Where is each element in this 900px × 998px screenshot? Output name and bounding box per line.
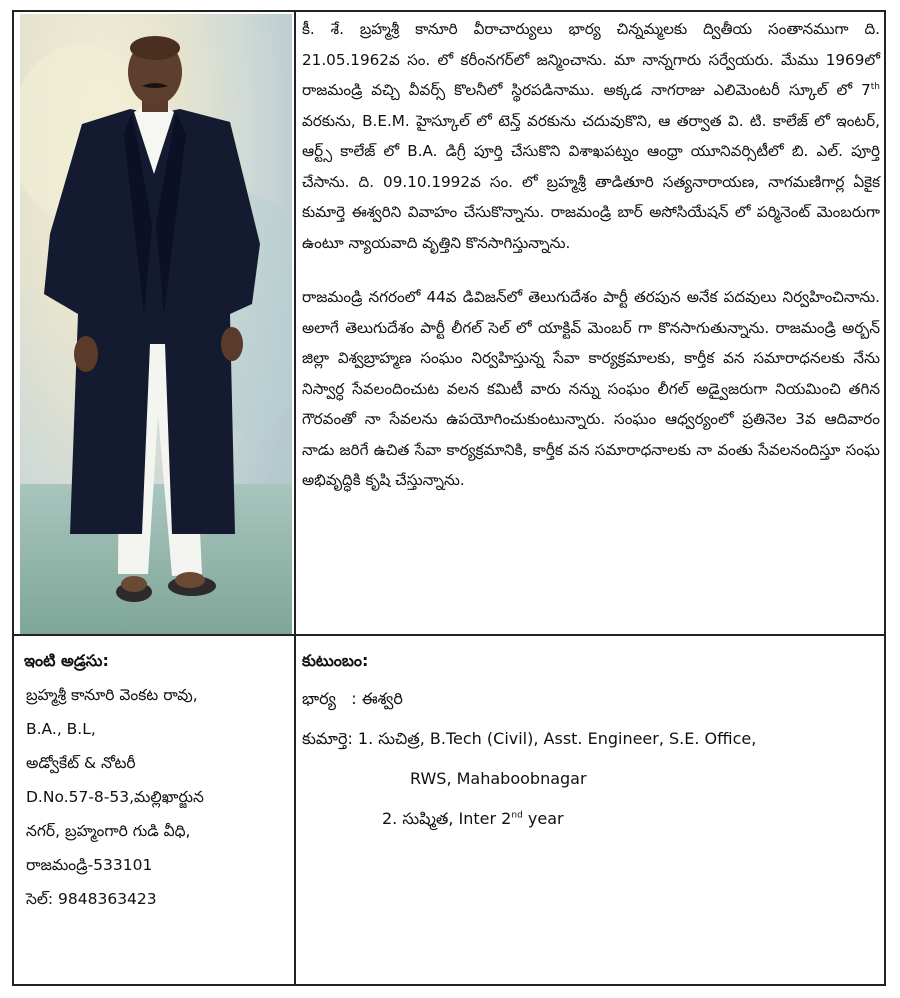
address-heading: ఇంటి అడ్రసు: — [24, 651, 109, 670]
family-heading: కుటుంబం: — [302, 651, 369, 670]
daughter-1-line-2: RWS, Mahaboobnagar — [410, 769, 587, 788]
wife-row — [302, 682, 880, 716]
bio-paragraph-2: రాజమండ్రి నగరంలో 44వ డివిజన్‌లో తెలుగుదేశం పార్టీ తరపున అనేక పదవులు నిర్వహించినాను. అలాగే తెలుగుదేశం పార్టీ లీగల్ సెల్ లో యాక్టివ్ మెంబర్ గా కొనసాగుతున్నాను. రాజమండ్రి అర్బన్ జిల్లా విశ్వబ్రాహ్మణ సంఘం నిర్వహిస్తున్న సేవా కార్యక్రమాలకు, కార్తీక వన సమారాధనలకు నేను నిస్వార్ధ సేవలందించుట వలన కమిటీ వారు నన్ను సంఘం లీగల్ అడ్వైజరుగా నియమించి తగిన గౌరవంతో నా సేవలను ఉపయోగించుకుంటున్నారు. సంఘం ఆధ్వర్యంలో ప్రతినెల 3వ ఆదివారం నాడు జరిగే ఉచిత సేవా కార్యక్రమానికి, కార్తీక వన సమారాధనాలకు నా వంతు సేవలనందిస్తూ సంఘ అభివృద్ధికి కృషి చేస్తున్నాను. — [302, 288, 880, 489]
family-section — [302, 644, 880, 836]
address-section — [24, 644, 286, 916]
daughter-1-line-1: 1. సుచిత్ర, B.Tech (Civil), Asst. Engineer, S.E. Office, — [357, 729, 757, 748]
daughter-2-superscript: nd — [511, 810, 523, 821]
portrait-photo — [20, 14, 292, 634]
column-divider — [294, 10, 296, 986]
daughters-label: కుమార్తె: — [302, 729, 358, 748]
daughter-1-row-2 — [302, 762, 880, 796]
bio-paragraph-1-part-1: కీ. శే. బ్రహ్మశ్రీ కానూరి వీరాచార్యులు భార్య చిన్నమ్మలకు ద్వితీయ సంతానముగా ది. 21.05.1962వ సం. లో కరీంనగర్‌లో జన్మించాను. మా నాన్నగారు సర్వేయరు. మేము 1969లో రాజమండ్రి వచ్చి వీవర్స్ కొలనీలో స్థిరపడినాము. అక్కడ నాగరాజు ఎలిమెంటరీ స్కూల్ లో 7 — [302, 20, 880, 99]
daughter-2-text: 2. సుష్మిత, Inter 2 — [382, 809, 512, 828]
phone-line: సెల్: 9848363423 — [26, 890, 157, 908]
wife-name: ఈశ్వరి — [361, 689, 403, 708]
address-line: రాజమండ్రి-533101 — [26, 856, 153, 874]
bio-paragraph-1-part-2: వరకును, B.E.M. హైస్కూల్ లో టెన్త్ వరకును చదువుకొని, ఆ తర్వాత వి. టి. కాలేజ్ లో ఇంటర్, ఆర్ట్స్ కాలేజ్ లో B.A. డిగ్రీ పూర్తి చేసుకొని విశాఖపట్నం ఆంధ్రా యూనివర్సిటీలో బి. ఎల్. పూర్తి చేసాను. ది. 09.10.1992వ సం. లో బ్రహ్మశ్రీ తాడితూరి సత్యనారాయణ, నాగమణిగార్ల ఏకైక కుమార్తె ఈశ్వరిని వివాహం చేసుకొన్నాను. రాజమండ్రి బార్ అసోసియేషన్ లో పర్మినెంట్ మెంబరుగా ఉంటూ న్యాయవాది వృత్తిని కొనసాగిస్తున్నాను. — [302, 111, 880, 252]
address-line: B.A., B.L, — [26, 720, 96, 738]
wife-separator: : — [335, 689, 362, 708]
address-line: D.No.57-8-53,మల్లిఖార్జున — [26, 788, 204, 806]
daughter-2-year: year — [522, 809, 564, 828]
address-line: నగర్, బ్రహ్మంగారి గుడి వీధి, — [26, 822, 191, 840]
address-line: బ్రహ్మశ్రీ కానూరి వెంకట రావు, — [26, 686, 198, 704]
biography — [302, 14, 880, 496]
daughter-1-row — [302, 722, 880, 756]
daughter-2-row — [302, 802, 880, 836]
bio-paragraph-1 — [302, 14, 880, 258]
wife-label: భార్య — [302, 689, 336, 708]
row-divider — [12, 634, 886, 636]
address-line: అడ్వోకేట్ & నోటరీ — [26, 754, 136, 772]
bio-superscript: th — [870, 81, 880, 92]
